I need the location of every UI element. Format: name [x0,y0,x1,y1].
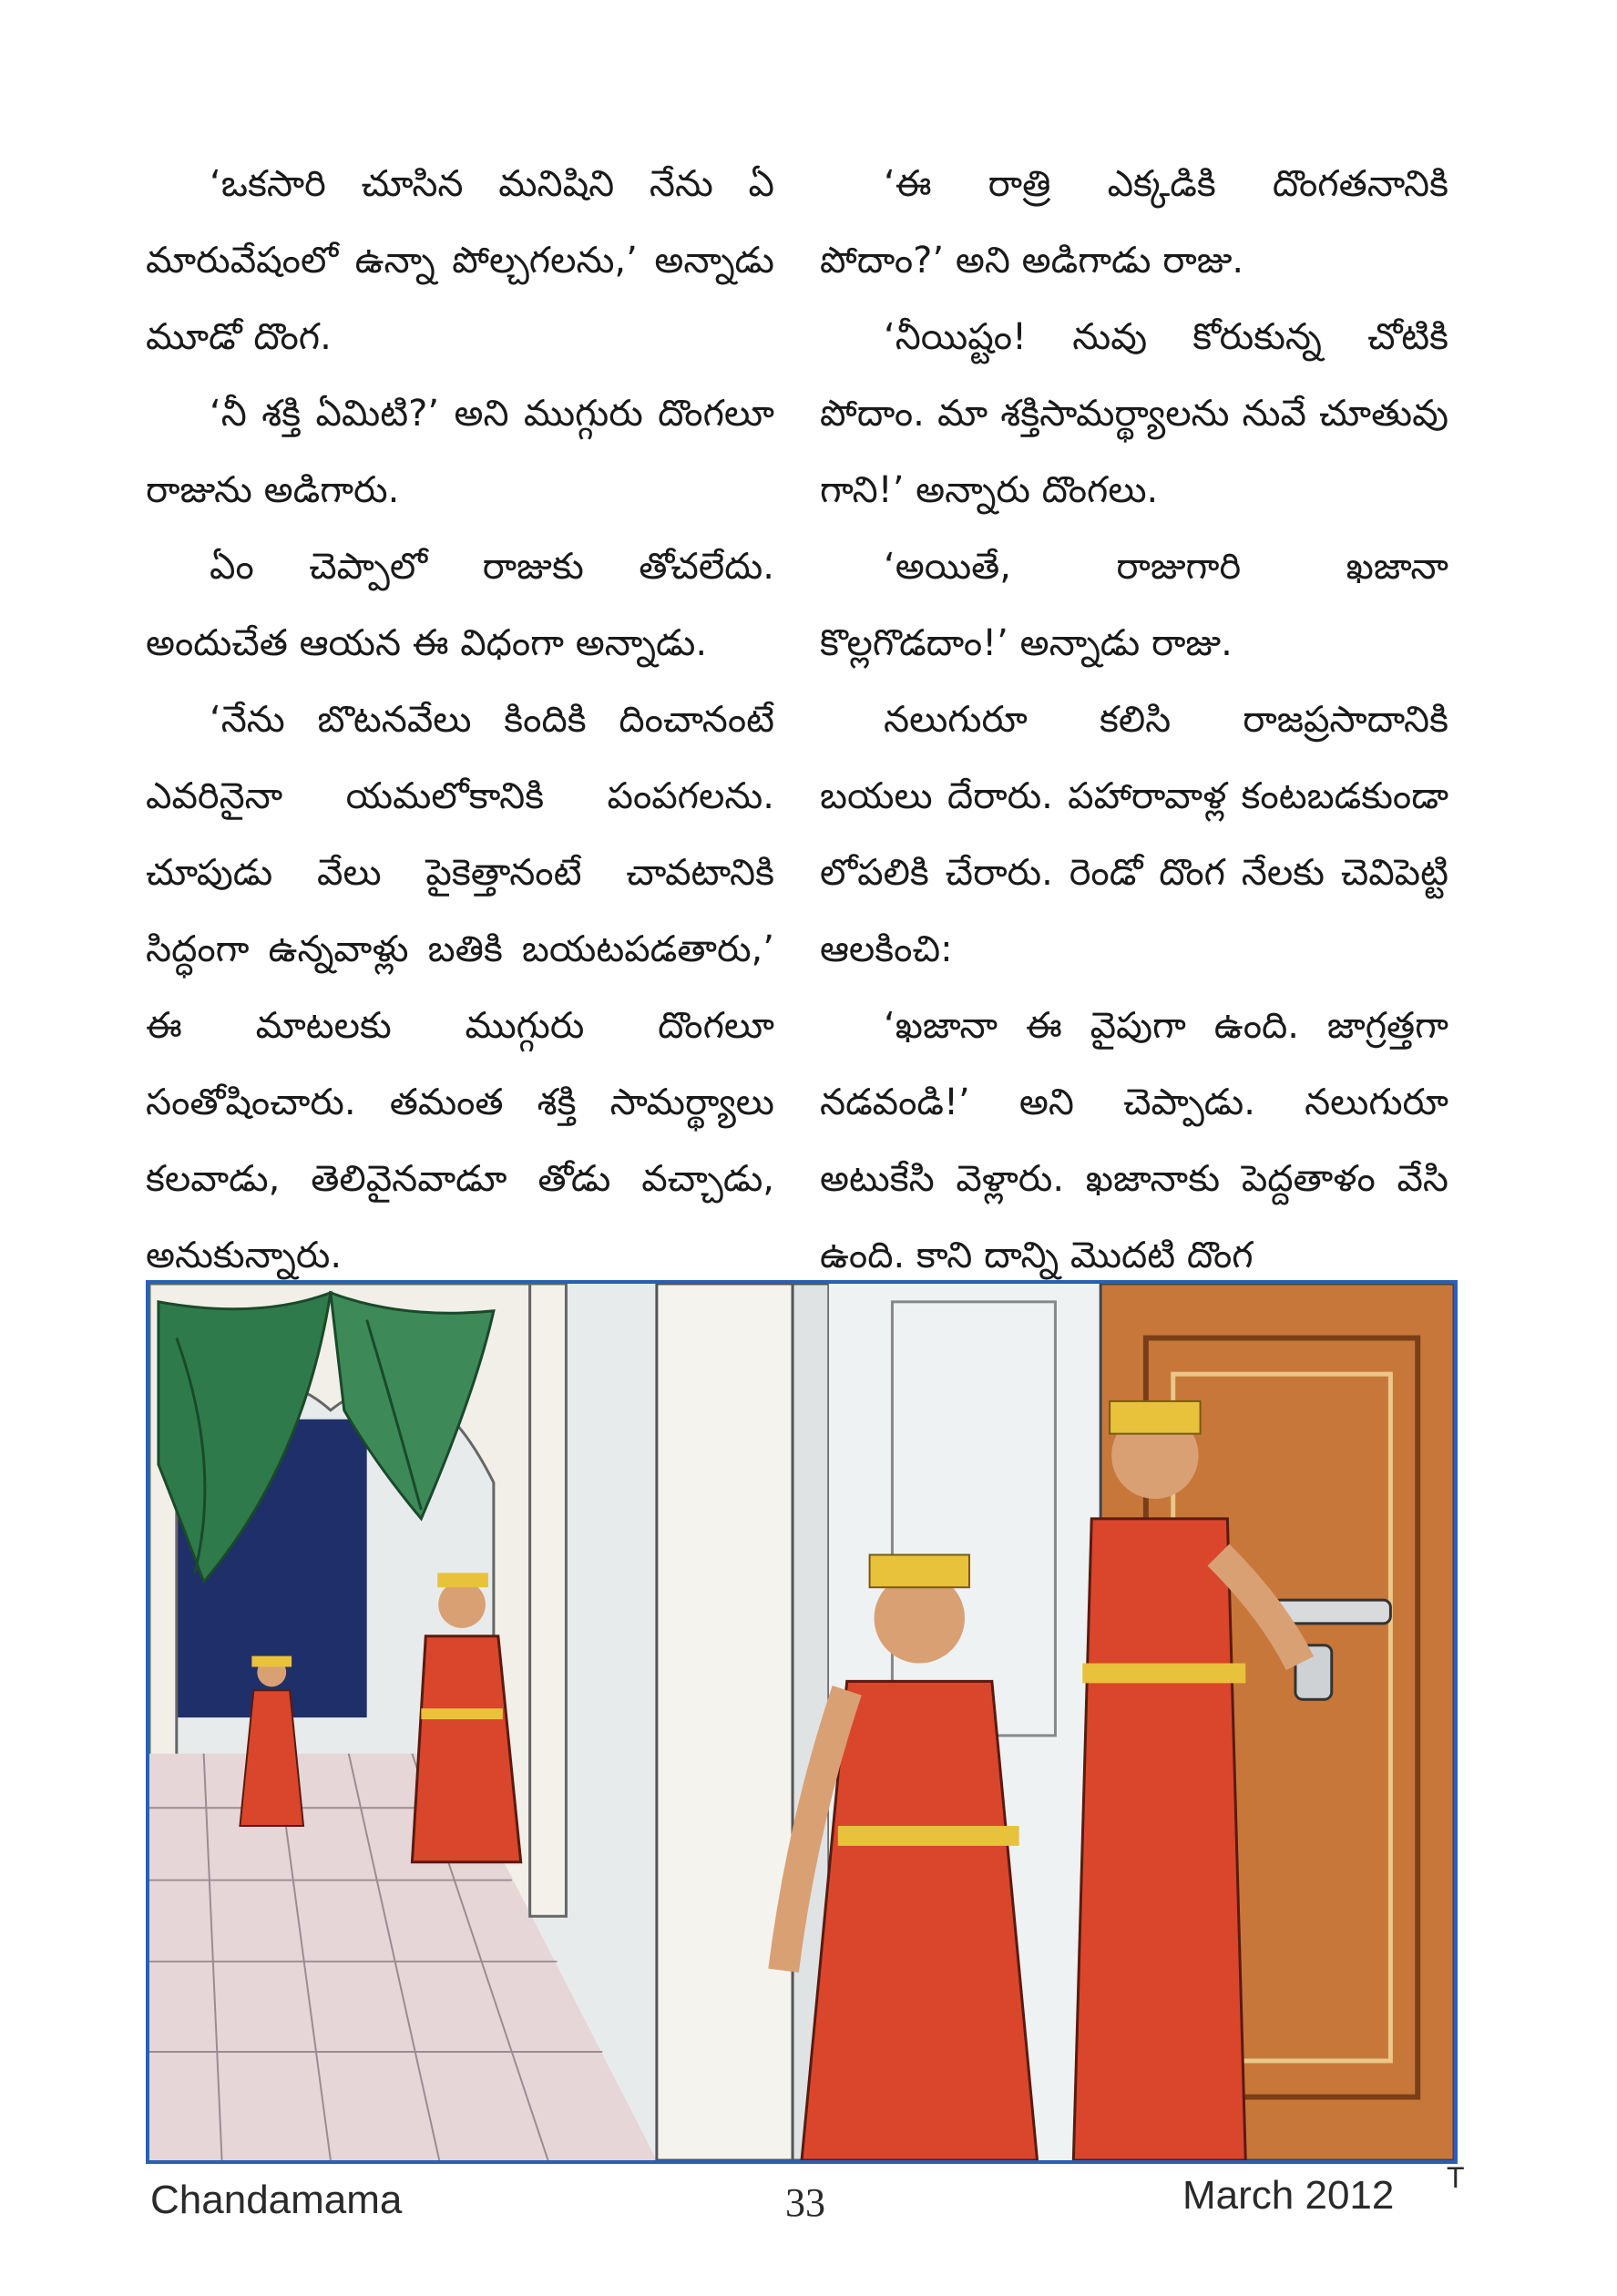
paragraph: ‘నీయిష్టం! నువు కోరుకున్న చోటికి పోదాం. మా శక్తిసామర్థ్యాలను నువే చూతువు గాని!’ అన్నారు దొంగలు. [820,316,1448,511]
story-illustration [146,1280,1458,2164]
paragraph: ‘అయితే, రాజుగారి ఖజానా కొల్లగొడదాం!’ అన్నాడు రాజు. [820,546,1448,664]
page-number: 33 [785,2180,825,2225]
paragraph: ఏం చెప్పాలో రాజుకు తోచలేదు. అందుచేత ఆయన ఈ విధంగా అన్నాడు. [146,546,774,664]
illustration-artwork [149,1284,1454,2160]
right-text-column [820,146,1448,1294]
paragraph: ‘ఒకసారి చూసిన మనిషిని నేను ఏ మారువేషంలో ఉన్నా పోల్చగలను,’ అన్నాడు మూడో దొంగ. [146,163,774,358]
magazine-name: Chandamama [150,2178,403,2222]
left-text-column [146,146,774,1294]
paragraph: ‘నీ శక్తి ఏమిటి?’ అని ముగ్గురు దొంగలూ రాజును అడిగారు. [146,393,774,511]
issue-date: March 2012 [1182,2173,1395,2218]
footer-mark: T [1447,2161,1465,2194]
paragraph: ‘ఈ రాత్రి ఎక్కడికి దొంగతనానికి పోదాం?’ అని అడిగాడు రాజు. [820,163,1448,282]
paragraph: ‘నేను బొటనవేలు కిందికి దించానంటే ఎవరినైనా యమలోకానికి పంపగలను. చూపుడు వేలు పైకెత్తానంటే చావటానికి సిద్ధంగా ఉన్నవాళ్లు బతికి బయటపడతారు,’ ఈ మాటలకు ముగ్గురు దొంగలూ సంతోషించారు. తమంత శక్తి సామర్థ్యాలు కలవాడు, తెలివైనవాడూ తోడు వచ్చాడు, అనుకున్నారు. [146,699,774,1276]
paragraph: ‘ఖజానా ఈ వైపుగా ఉంది. జాగ్రత్తగా నడవండి!’ అని చెప్పాడు. నలుగురూ అటుకేసి వెళ్లారు. ఖజానాకు పెద్దతాళం వేసి ఉంది. కాని దాన్ని మొదటి దొంగ [820,1005,1448,1276]
paragraph: నలుగురూ కలిసి రాజప్రసాదానికి బయలు దేరారు. పహారావాళ్ల కంటబడకుండా లోపలికి చేరారు. రెండో దొంగ నేలకు చెవిపెట్టి ఆలకించి: [820,699,1448,970]
